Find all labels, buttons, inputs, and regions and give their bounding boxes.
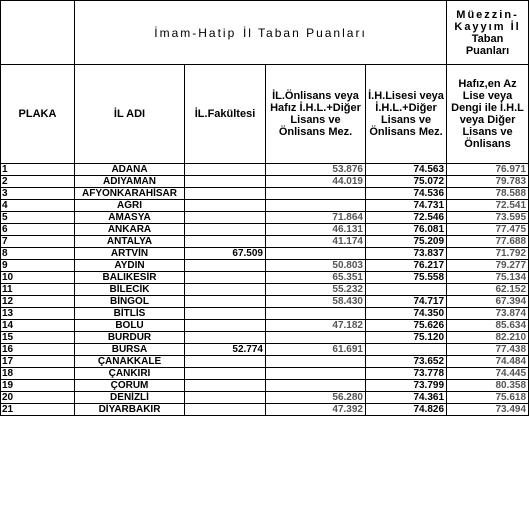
table-row [1,296,529,308]
onlisans-cell [266,188,366,200]
table-row [1,272,529,284]
il-name-cell: ÇANKIRI [75,368,185,380]
fakulte-cell [185,200,266,212]
onlisans-cell [266,308,366,320]
lise-cell: 75.626 [366,320,447,332]
table-row [1,236,529,248]
muezzin-cell: 73.874 [447,308,529,320]
onlisans-cell: 46.131 [266,224,366,236]
muezzin-cell: 78.588 [447,188,529,200]
lise-cell: 75.072 [366,176,447,188]
col-header-onlisans: İL.Önlisans veya Hafız İ.H.L.+Diğer Lisans ve Önlisans Mez. [266,65,366,164]
onlisans-cell: 47.392 [266,404,366,416]
col-header-fakulte: İL.Fakültesi [185,65,266,164]
il-name-cell: ANTALYA [75,236,185,248]
fakulte-cell [185,320,266,332]
fakulte-cell: 67.509 [185,248,266,260]
table-row [1,164,529,176]
col-header-lise: İ.H.Lisesi veya İ.H.L.+Diğer Lisans ve Önlisans Mez. [366,65,447,164]
il-name-cell: BİLECİK [75,284,185,296]
table-row [1,176,529,188]
plaka-cell: 4 [1,200,75,212]
lise-cell [366,284,447,296]
lise-cell: 76.081 [366,224,447,236]
fakulte-cell [185,164,266,176]
muezzin-cell: 76.971 [447,164,529,176]
il-name-cell: ÇANAKKALE [75,356,185,368]
lise-cell: 74.717 [366,296,447,308]
plaka-cell: 13 [1,308,75,320]
fakulte-cell [185,224,266,236]
lise-cell: 74.826 [366,404,447,416]
plaka-cell: 21 [1,404,75,416]
il-name-cell: BİTLİS [75,308,185,320]
muezzin-cell: 73.595 [447,212,529,224]
fakulte-cell [185,368,266,380]
muezzin-cell: 73.494 [447,404,529,416]
plaka-cell: 5 [1,212,75,224]
il-name-cell: AYDIN [75,260,185,272]
muezzin-cell: 71.792 [447,248,529,260]
fakulte-cell [185,212,266,224]
fakulte-cell [185,404,266,416]
muezzin-cell: 67.394 [447,296,529,308]
muezzin-cell: 72.541 [447,200,529,212]
onlisans-cell [266,356,366,368]
muezzin-cell: 82.210 [447,332,529,344]
fakulte-cell [185,296,266,308]
muezzin-cell: 75.134 [447,272,529,284]
muezzin-title-b: Kayyım İl [454,20,521,33]
fakulte-cell [185,380,266,392]
table-row [1,260,529,272]
il-name-cell: ADIYAMAN [75,176,185,188]
plaka-cell: 9 [1,260,75,272]
onlisans-cell [266,332,366,344]
onlisans-cell [266,200,366,212]
muezzin-cell: 80.358 [447,380,529,392]
col-header-il-adi: İL ADI [75,65,185,164]
il-name-cell: DİYARBAKIR [75,404,185,416]
table-row [1,212,529,224]
plaka-cell: 14 [1,320,75,332]
il-name-cell: BİNGÖL [75,296,185,308]
onlisans-cell: 47.182 [266,320,366,332]
muezzin-cell: 74.445 [447,368,529,380]
lise-cell: 74.350 [366,308,447,320]
col-header-plaka: PLAKA [1,65,75,164]
table-body [1,164,529,416]
fakulte-cell [185,188,266,200]
table-row [1,248,529,260]
onlisans-cell [266,380,366,392]
table-row [1,404,529,416]
fakulte-cell [185,356,266,368]
il-name-cell: ARTVİN [75,248,185,260]
fakulte-cell [185,260,266,272]
table-row [1,308,529,320]
plaka-cell: 12 [1,296,75,308]
il-name-cell: BURSA [75,344,185,356]
plaka-cell: 1 [1,164,75,176]
muezzin-cell: 77.688 [447,236,529,248]
blank-header-cell [1,1,75,65]
fakulte-cell [185,176,266,188]
muezzin-cell: 79.783 [447,176,529,188]
plaka-cell: 17 [1,356,75,368]
table-row [1,200,529,212]
plaka-cell: 15 [1,332,75,344]
plaka-cell: 3 [1,188,75,200]
lise-cell: 72.546 [366,212,447,224]
plaka-cell: 18 [1,368,75,380]
lise-cell: 74.563 [366,164,447,176]
lise-cell: 76.217 [366,260,447,272]
table-row [1,284,529,296]
il-name-cell: ADANA [75,164,185,176]
table-row [1,392,529,404]
onlisans-cell [266,368,366,380]
lise-cell: 74.731 [366,200,447,212]
muezzin-cell: 77.438 [447,344,529,356]
fakulte-cell: 52.774 [185,344,266,356]
fakulte-cell [185,392,266,404]
onlisans-cell: 41.174 [266,236,366,248]
table-row [1,380,529,392]
lise-cell: 75.209 [366,236,447,248]
lise-cell: 73.778 [366,368,447,380]
il-name-cell: AFYONKARAHİSAR [75,188,185,200]
il-name-cell: ANKARA [75,224,185,236]
muezzin-title-c: Taban [471,32,504,45]
muezzin-cell: 75.618 [447,392,529,404]
lise-cell: 74.361 [366,392,447,404]
imam-hatip-group-header [75,1,447,65]
plaka-cell: 8 [1,248,75,260]
plaka-cell: 10 [1,272,75,284]
il-name-cell: BOLU [75,320,185,332]
lise-cell: 75.120 [366,332,447,344]
onlisans-cell: 44.019 [266,176,366,188]
il-name-cell: BALIKESİR [75,272,185,284]
plaka-cell: 2 [1,176,75,188]
muezzin-group-header [447,1,529,65]
table-row [1,188,529,200]
lise-cell: 73.837 [366,248,447,260]
onlisans-cell: 61.691 [266,344,366,356]
table-row [1,320,529,332]
col-header-muezzin: Hafız,en Az Lise veya Dengi ile İ.H.L veya Diğer Lisans ve Önlisans [447,65,529,164]
muezzin-title-d: Puanları [465,44,510,57]
lise-cell: 73.652 [366,356,447,368]
lise-cell: 74.536 [366,188,447,200]
muezzin-cell: 77.475 [447,224,529,236]
lise-cell: 73.799 [366,380,447,392]
group-title-part-b: İl Taban Puanları [242,25,367,40]
onlisans-cell: 71.864 [266,212,366,224]
il-name-cell: BURDUR [75,332,185,344]
plaka-cell: 20 [1,392,75,404]
table-row [1,368,529,380]
lise-cell [366,344,447,356]
fakulte-cell [185,284,266,296]
plaka-cell: 11 [1,284,75,296]
onlisans-cell: 50.803 [266,260,366,272]
fakulte-cell [185,308,266,320]
onlisans-cell: 55.232 [266,284,366,296]
muezzin-title-a: Müezzin- [456,8,519,21]
fakulte-cell [185,332,266,344]
table-row [1,332,529,344]
onlisans-cell: 56.280 [266,392,366,404]
onlisans-cell [266,248,366,260]
plaka-cell: 19 [1,380,75,392]
table-row [1,356,529,368]
muezzin-cell: 79.277 [447,260,529,272]
table-row [1,224,529,236]
muezzin-cell: 74.484 [447,356,529,368]
il-name-cell: ÇORUM [75,380,185,392]
plaka-cell: 7 [1,236,75,248]
plaka-cell: 6 [1,224,75,236]
fakulte-cell [185,236,266,248]
onlisans-cell: 65.351 [266,272,366,284]
il-name-cell: AĞRI [75,200,185,212]
table-row [1,344,529,356]
muezzin-cell: 62.152 [447,284,529,296]
il-name-cell: AMASYA [75,212,185,224]
il-name-cell: DENİZLİ [75,392,185,404]
onlisans-cell: 53.876 [266,164,366,176]
onlisans-cell: 58.430 [266,296,366,308]
lise-cell: 75.558 [366,272,447,284]
fakulte-cell [185,272,266,284]
group-title-part-a: İmam-Hatip [154,25,237,40]
plaka-cell: 16 [1,344,75,356]
muezzin-cell: 85.634 [447,320,529,332]
